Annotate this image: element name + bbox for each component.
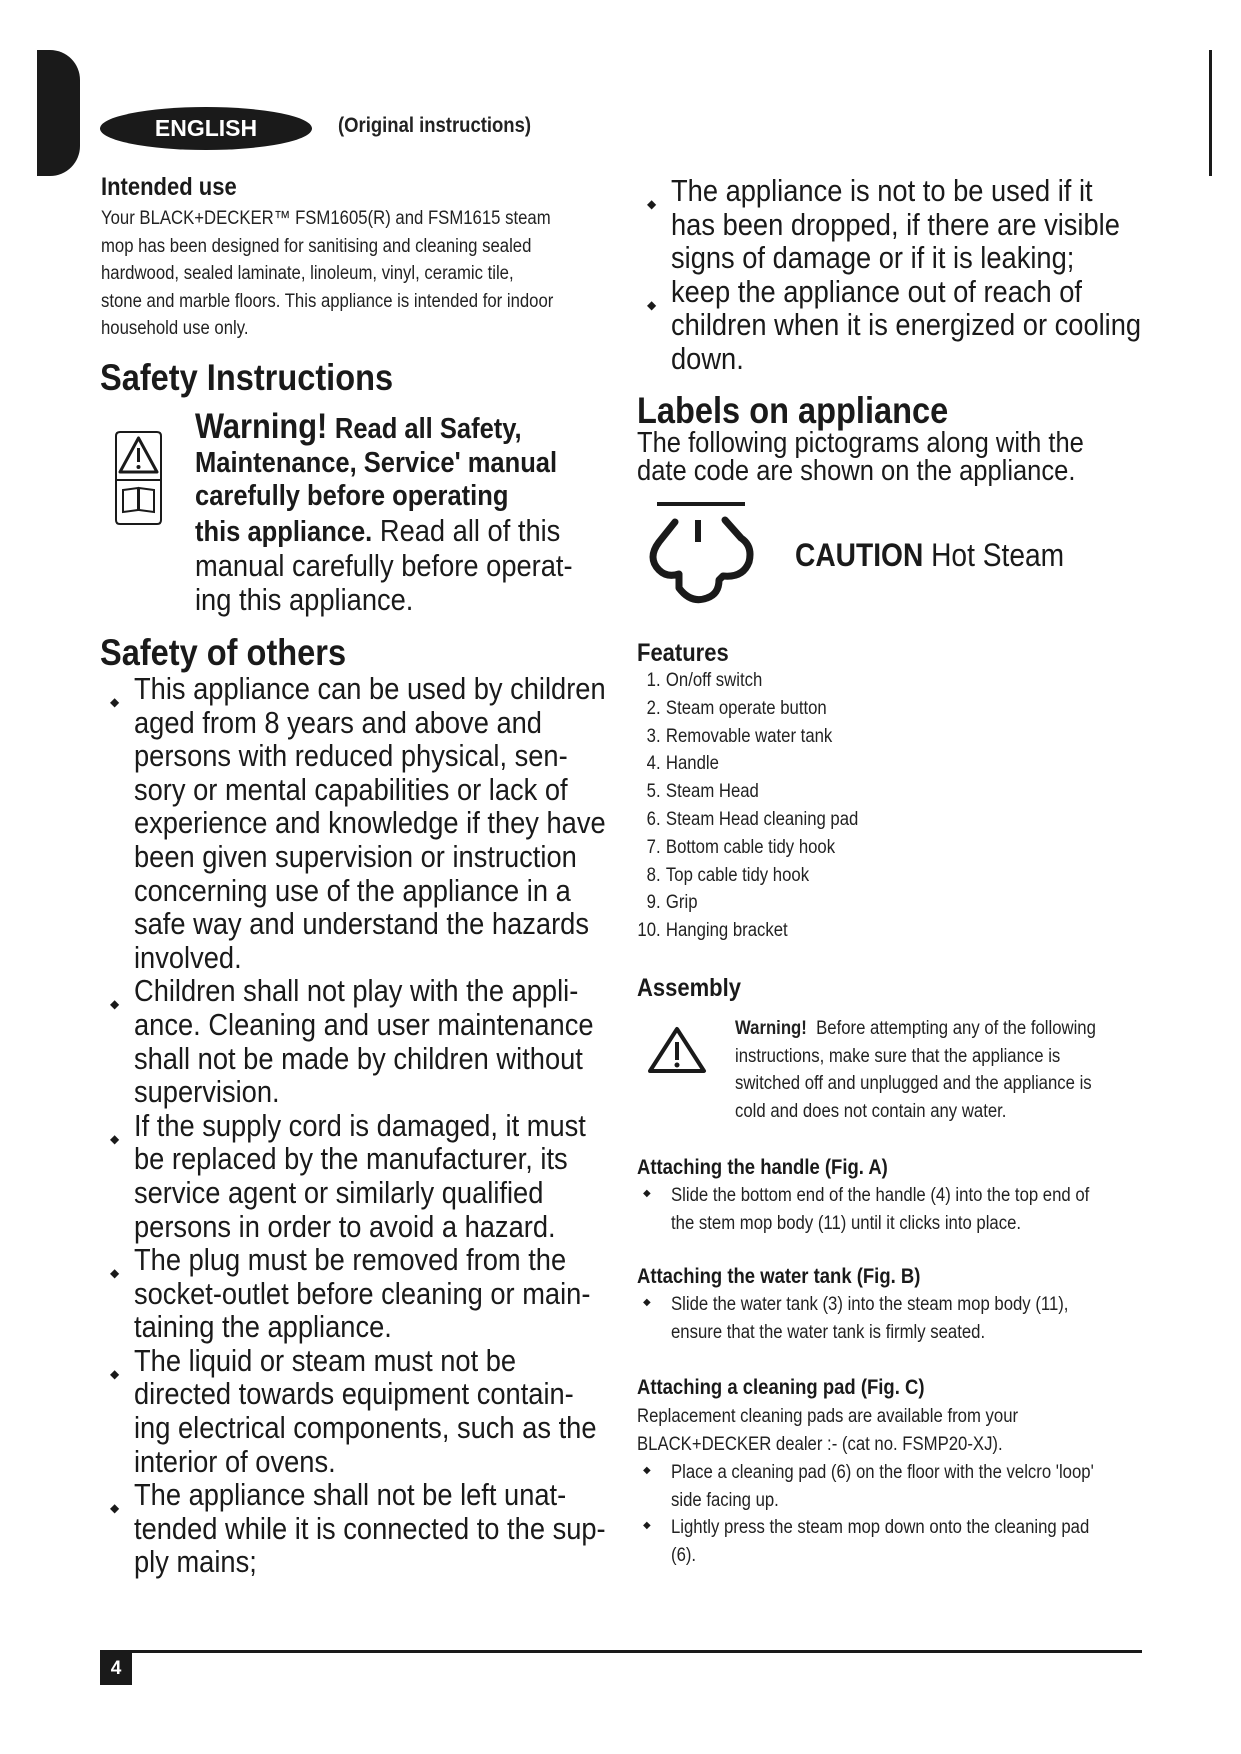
step-bullet-item: ◆ Slide the bottom end of the handle (4) into the top end of the stem mop body (11) until it clicks into place.	[637, 1182, 1197, 1237]
feature-label: Grip	[665, 892, 698, 914]
feature-label: Steam Head cleaning pad	[665, 808, 859, 830]
feature-item	[636, 695, 858, 723]
feature-item	[636, 862, 858, 890]
feature-number: 8.	[646, 864, 661, 886]
language-badge: ENGLISH	[100, 107, 312, 150]
safety-of-others-list	[104, 672, 624, 1579]
feature-item	[636, 889, 858, 917]
feature-label: Steam Head	[665, 781, 759, 803]
feature-label: Bottom cable tidy hook	[665, 836, 836, 858]
safety-bullet-item: ◆ The liquid or steam must not be directed towards equipment contain- ing electrical components, such as the interior of ovens.	[104, 1344, 624, 1478]
feature-number: 6.	[646, 808, 661, 830]
feature-item	[636, 917, 858, 945]
safety-bullet-item: ◆ keep the appliance out of reach of children when it is energized or cooling down.	[641, 275, 1181, 376]
feature-number: 4.	[646, 753, 661, 775]
safety-of-others-title: Safety of others	[100, 632, 347, 673]
feature-label: Handle	[665, 753, 719, 775]
feature-item	[636, 806, 858, 834]
intended-use-text: Your BLACK+DECKER™ FSM1605(R) and FSM1615 steam mop has been designed for sanitising and cleaning sealed hardwood, sealed laminate, linoleum, vinyl, ceramic tile, stone and marble floors. This appliance is intended for indoor household use only.	[101, 208, 554, 339]
warning-triangle-icon	[646, 1025, 708, 1075]
attach-pad-intro: Replacement cleaning pads are available from your BLACK+DECKER dealer :- (cat no. FSMP20-XJ).	[637, 1406, 1019, 1455]
feature-number: 3.	[646, 725, 661, 747]
feature-number: 9.	[646, 892, 661, 914]
original-instructions-label: (Original instructions)	[338, 114, 532, 137]
feature-item	[636, 750, 858, 778]
attach-tank-title: Attaching the water tank (Fig. B)	[637, 1265, 921, 1288]
step-bullet-item: ◆ Place a cleaning pad (6) on the floor with the velcro 'loop' side facing up.	[637, 1459, 1197, 1514]
safety-warning-block: Warning! Read all Safety, Maintenance, Service' manual carefully before operating this appliance. Read all of this manual carefully before operat- ing this appliance.	[195, 407, 573, 617]
safety-instructions-title: Safety Instructions	[100, 357, 394, 398]
safety-bullet-item: ◆ The appliance shall not be left unat- tended while it is connected to the sup- ply mains;	[104, 1478, 624, 1579]
step-bullet-item: ◆ Lightly press the steam mop down onto the cleaning pad (6).	[637, 1514, 1197, 1569]
warning-manual-icon	[111, 430, 166, 526]
attach-handle-title: Attaching the handle (Fig. A)	[637, 1156, 888, 1179]
feature-item	[636, 778, 858, 806]
feature-number: 10.	[637, 920, 661, 942]
right-edge-rule	[1209, 50, 1212, 176]
feature-label: Hanging bracket	[665, 920, 788, 942]
page-number: 4	[100, 1652, 132, 1685]
feature-item	[636, 834, 858, 862]
side-tab-marker	[37, 50, 80, 176]
features-list	[636, 667, 889, 945]
attach-pad-steps	[637, 1459, 1197, 1569]
feature-label: Removable water tank	[665, 725, 833, 747]
footer-rule	[100, 1650, 1142, 1653]
safety-bullet-item: ◆ The plug must be removed from the socket-outlet before cleaning or main- taining the appliance.	[104, 1243, 624, 1344]
intended-use-title: Intended use	[101, 173, 237, 201]
feature-number: 5.	[646, 781, 661, 803]
feature-item	[636, 667, 858, 695]
attach-tank-steps	[637, 1291, 1197, 1346]
features-title: Features	[637, 639, 729, 667]
safety-bullet-item: ◆ If the supply cord is damaged, it must be replaced by the manufacturer, its service agent or similarly qualified persons in order to avoid a hazard.	[104, 1109, 624, 1243]
feature-number: 2.	[646, 697, 661, 719]
labels-intro-text: The following pictograms along with the date code are shown on the appliance.	[637, 427, 1084, 487]
feature-item	[636, 723, 858, 751]
assembly-title: Assembly	[637, 974, 741, 1002]
feature-number: 1.	[646, 670, 661, 691]
step-bullet-item: ◆ Slide the water tank (3) into the steam mop body (11), ensure that the water tank is firmly seated.	[637, 1291, 1197, 1346]
attach-pad-title: Attaching a cleaning pad (Fig. C)	[637, 1376, 925, 1399]
labels-on-appliance-title: Labels on appliance	[637, 390, 949, 431]
attach-handle-steps	[637, 1182, 1197, 1237]
hot-steam-icon	[645, 500, 760, 608]
safety-bullet-item: ◆ This appliance can be used by children aged from 8 years and above and persons with reduced physical, sen- sory or mental capabilities or lack of experience and knowledge if they have been given supervision or instruction concerning use of the appliance in a safe way and understand the hazards involved.	[104, 672, 624, 974]
assembly-warning-text: Warning! Before attempting any of the following instructions, make sure that the appliance is switched off and unplugged and the appliance is cold and does not contain any water.	[735, 1018, 1096, 1122]
feature-number: 7.	[646, 836, 661, 858]
appliance-use-list	[641, 174, 1181, 376]
feature-label: On/off switch	[665, 670, 763, 691]
safety-bullet-item: ◆ Children shall not play with the appli- ance. Cleaning and user maintenance shall not be made by children without supervision.	[104, 974, 624, 1108]
feature-label: Top cable tidy hook	[665, 864, 810, 886]
feature-label: Steam operate button	[665, 697, 827, 719]
caution-hot-steam-label: CAUTION Hot Steam	[795, 537, 1065, 573]
safety-bullet-item: ◆ The appliance is not to be used if it has been dropped, if there are visible signs of damage or if it is leaking;	[641, 174, 1181, 275]
